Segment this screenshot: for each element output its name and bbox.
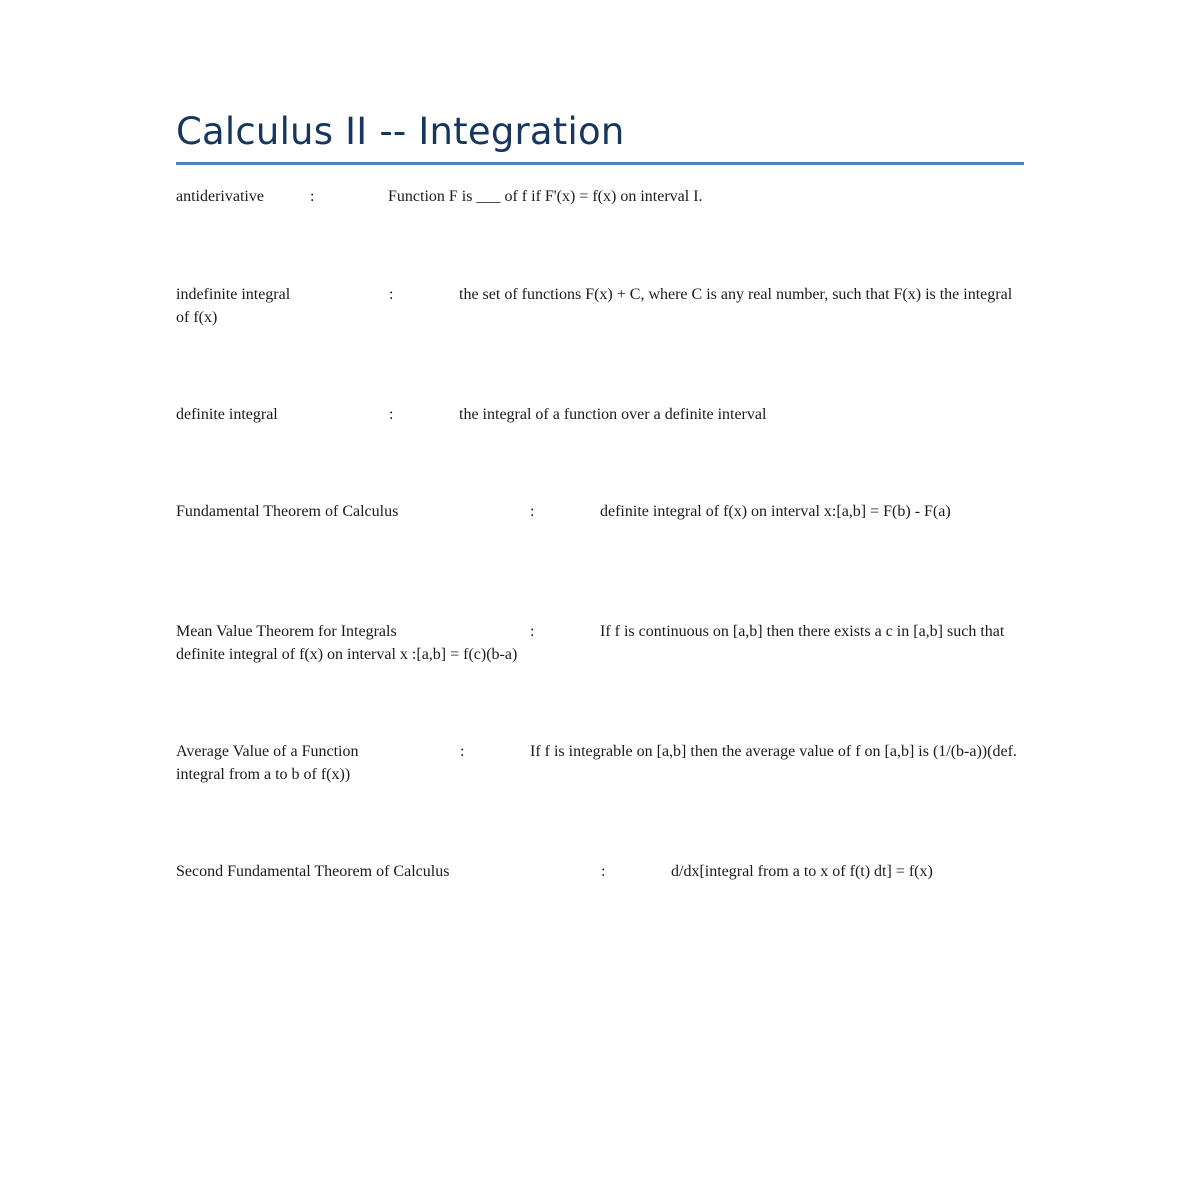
title-underline-rule [176, 162, 1024, 165]
entry-separator: : [460, 743, 465, 760]
definition-entry-indefinite-integral [176, 284, 1026, 329]
entry-definition: Function F is ___ of f if F'(x) = f(x) on interval I. [388, 188, 703, 205]
entry-term: Fundamental Theorem of Calculus [176, 503, 399, 520]
entry-term: Mean Value Theorem for Integrals [176, 623, 397, 640]
definition-entry-mean-value-theorem [176, 621, 1026, 666]
entry-separator: : [310, 188, 315, 205]
definition-entry-antiderivative [176, 186, 1026, 209]
entry-term: indefinite integral [176, 286, 291, 303]
entry-definition: definite integral of f(x) on interval x:[a,b] = F(b) - F(a) [600, 503, 951, 520]
entry-separator: : [389, 406, 394, 423]
definition-entry-definite-integral [176, 404, 1026, 427]
entry-definition: the set of functions F(x) + C, where C is any real number, such that F(x) is the integral of f(x) [176, 286, 1013, 326]
entry-separator: : [530, 623, 535, 640]
entry-term: definite integral [176, 406, 278, 423]
entry-term: Second Fundamental Theorem of Calculus [176, 863, 450, 880]
definition-entry-average-value [176, 741, 1026, 786]
definition-entry-fundamental-theorem [176, 501, 1026, 524]
document-title: Calculus II -- Integration [176, 110, 625, 153]
entry-definition: the integral of a function over a definite interval [459, 406, 767, 423]
definition-entry-second-fundamental-theorem [176, 861, 1026, 884]
entry-definition: If f is integrable on [a,b] then the average value of f on [a,b] is (1/(b-a))(def. integral from a to b of f(x)) [176, 743, 1017, 783]
entry-separator: : [389, 286, 394, 303]
entry-term: Average Value of a Function [176, 743, 359, 760]
entry-separator: : [601, 863, 606, 880]
entry-definition: d/dx[integral from a to x of f(t) dt] = f(x) [671, 863, 933, 880]
entry-term: antiderivative [176, 188, 264, 205]
entry-definition: If f is continuous on [a,b] then there exists a c in [a,b] such that definite integral of f(x) on interval x :[a,b] = f(c)(b-a) [176, 623, 1005, 663]
entry-separator: : [530, 503, 535, 520]
